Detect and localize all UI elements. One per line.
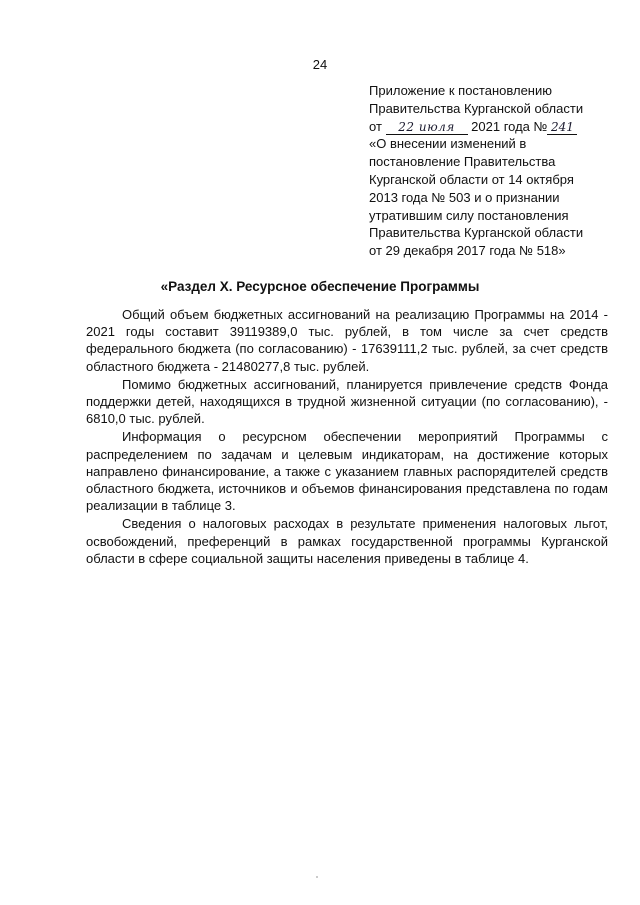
appendix-line: утратившим силу постановления [369,207,569,223]
appendix-line: от 29 декабря 2017 года № 518» [369,243,566,259]
appendix-line: Правительства Курганской области [369,225,584,241]
appendix-line: Правительства Курганской области [369,100,584,116]
page-number: 24 [312,57,328,72]
paragraph-budget-total: Общий объем бюджетных ассигнований на реализацию Программы на 2014 - 2021 годы составит 39119389,0 тыс. рублей, в том числе за счет средств федерального бюджета (по согласованию) - 17639111,2 тыс. рублей, за счет средств областного бюджета - 21480277,8 тыс. рублей. [86,307,608,374]
appendix-line: Приложение к постановлению [369,83,552,98]
paragraph-fund-support: Помимо бюджетных ассигнований, планируется привлечение средств Фонда поддержки детей, находящихся в трудной жизненной ситуации (по согласованию), - 6810,0 тыс. рублей. [86,376,608,427]
appendix-date-line [369,118,609,136]
appendix-header [369,82,609,260]
handwritten-date: 22 июля [386,120,468,135]
appendix-line: «О внесении изменений в [369,136,527,152]
scan-speck [316,876,318,878]
body-text [86,306,608,567]
appendix-line: Курганской области от 14 октября [369,171,574,187]
paragraph-resource-info: Информация о ресурсном обеспечении мероприятий Программы с распределением по задачам и целевым индикаторам, на достижение которых направлено финансирование, а также с указанием главных распорядителей средств областного бюджета, источников и объемов финансирования представлена по годам реализации в таблице 3. [86,429,608,514]
section-title: «Раздел X. Ресурсное обеспечение Программы [160,279,480,294]
handwritten-number: 241 [547,120,577,135]
year-text: 2021 года № [471,118,548,134]
from-prefix: от [369,118,382,134]
appendix-line: постановление Правительства [369,154,556,170]
appendix-line: 2013 года № 503 и о признании [369,189,560,205]
paragraph-tax-expenses: Сведения о налоговых расходах в результате применения налоговых льгот, освобождений, преференций в рамках государственной программы Курганской области в сфере социальной защиты населения приведены в таблице 4. [86,516,608,566]
